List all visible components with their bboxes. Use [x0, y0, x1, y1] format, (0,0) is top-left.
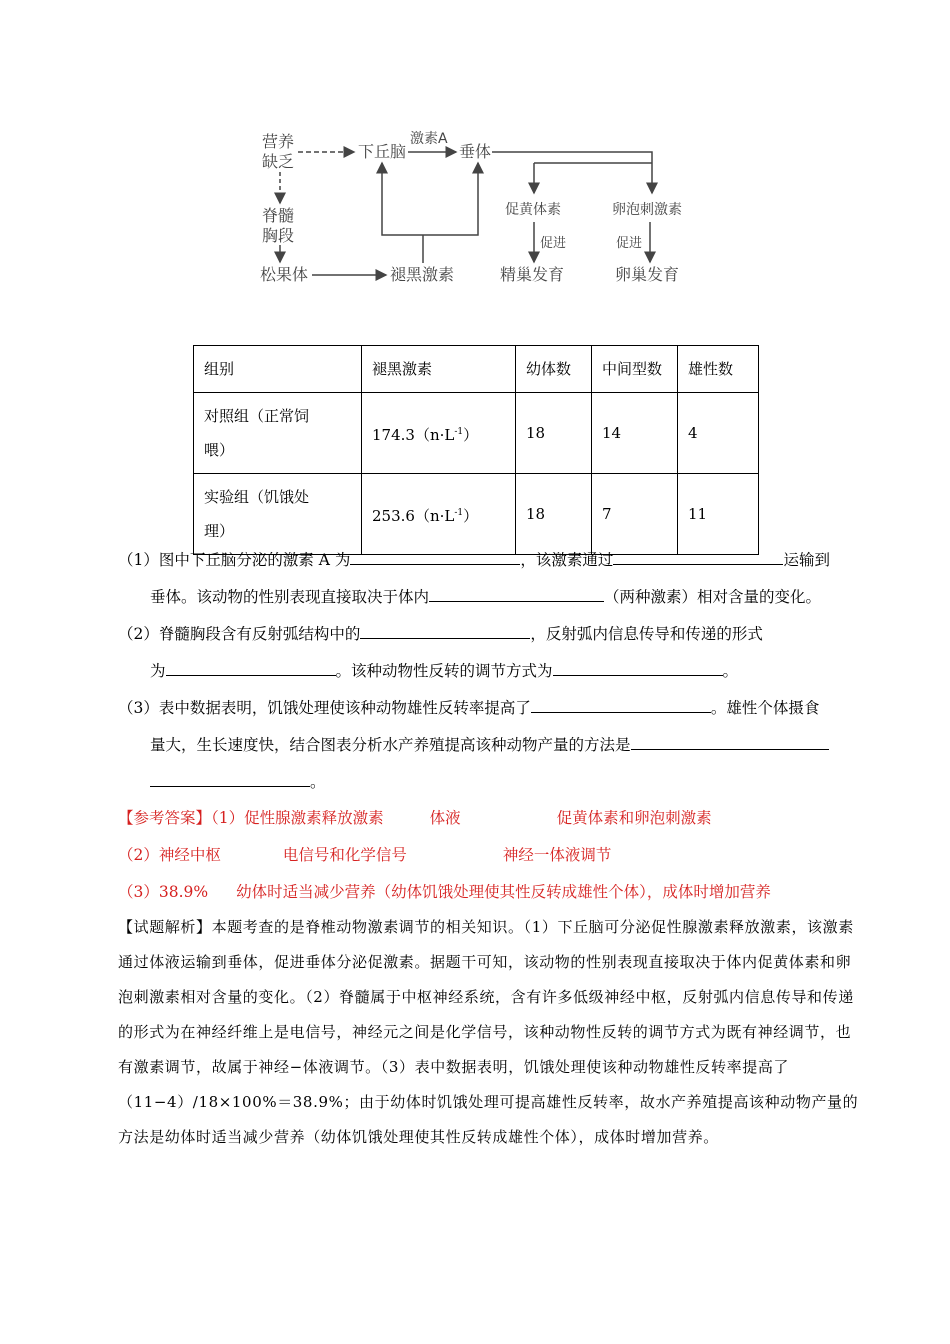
header-intermediate: 中间型数 — [592, 346, 678, 393]
node-melatonin: 褪黑激素 — [390, 265, 455, 284]
experiment-table — [193, 345, 759, 555]
answer-line-1: 【参考答案】（1）促性腺激素释放激素 体液 促黄体素和卵泡刺激素 — [118, 809, 712, 827]
node-lh: 促黄体素 — [505, 202, 561, 218]
header-juvenile: 幼体数 — [516, 346, 592, 393]
node-fsh: 卵泡刺激素 — [612, 202, 682, 218]
node-ovary: 卵巢发育 — [615, 265, 680, 284]
question-1-line-2: 垂体。该动物的性别表现直接取决于体内 （两种激素）相对含量的变化。 — [150, 583, 821, 609]
blank — [631, 731, 829, 750]
blank — [531, 694, 711, 713]
question-2-line-1: （2）脊髓胸段含有反射弧结构中的 ，反射弧内信息传导和传递的形式 — [118, 620, 763, 646]
cell-intermediate: 14 — [592, 393, 678, 474]
answer-line-3: （3）38.9% 幼体时适当减少营养（幼体饥饿处理使其性反转成雄性个体），成体时增加营养 — [118, 883, 771, 901]
question-3-line-2: 量大，生长速度快，结合图表分析水产养殖提高该种动物产量的方法是 — [150, 731, 829, 757]
blank — [613, 546, 783, 565]
cell-juvenile: 18 — [516, 393, 592, 474]
header-group: 组别 — [194, 346, 362, 393]
node-nutrition-1: 营养 — [262, 132, 295, 151]
node-hypothalamus: 下丘脑 — [358, 142, 407, 161]
pituitary-branch — [492, 152, 652, 193]
cell-group: 实验组（饥饿处 理） — [194, 474, 362, 555]
blank — [166, 657, 336, 676]
header-male: 雄性数 — [678, 346, 759, 393]
label-promote-1: 促进 — [540, 236, 567, 251]
cell-melatonin: $174.3(n\cdot L^{-1})$ — [362, 393, 516, 474]
cell-male: 11 — [678, 474, 759, 555]
cell-juvenile: 18 — [516, 474, 592, 555]
node-testis: 精巢发育 — [500, 265, 565, 284]
cell-group: 对照组（正常饲 喂） — [194, 393, 362, 474]
answer-line-2: （2）神经中枢 电信号和化学信号 神经一体液调节 — [118, 846, 612, 864]
label-hormone-a: 激素A — [410, 131, 448, 147]
node-spinal-2: 胸段 — [262, 226, 295, 245]
header-melatonin: 褪黑激素 — [362, 346, 516, 393]
blank — [360, 620, 530, 639]
question-3-line-3: 。 — [150, 768, 326, 794]
question-3-line-1: （3）表中数据表明，饥饿处理使该种动物雄性反转率提高了 。雄性个体摄食 — [118, 694, 819, 720]
question-2-line-2: 为 。该种动物性反转的调节方式为 。 — [150, 657, 738, 683]
table-row — [194, 474, 759, 555]
blank — [429, 583, 604, 602]
cell-intermediate: 7 — [592, 474, 678, 555]
feedback-melatonin-lines — [382, 165, 478, 235]
node-spinal-1: 脊髓 — [262, 206, 295, 225]
table-row — [194, 393, 759, 474]
question-1-line-1: （1）图中下丘脑分泌的激素 A 为 ，该激素通过 运输到 — [118, 546, 830, 572]
blank — [150, 768, 310, 787]
table-header-row — [194, 346, 759, 393]
hormone-regulation-diagram — [250, 125, 700, 295]
label-promote-2: 促进 — [616, 236, 643, 251]
node-pituitary: 垂体 — [459, 142, 492, 161]
node-nutrition-2: 缺乏 — [262, 152, 295, 171]
cell-male: 4 — [678, 393, 759, 474]
explanation: 【试题解析】本题考查的是脊椎动物激素调节的相关知识。（1）下丘脑可分泌促性腺激素释放激素，该激素通过体液运输到垂体，促进垂体分泌促激素。据题干可知，该动物的性别表现直接取决于体内促黄体素和卵泡刺激素相对含量的变化。（2）脊髓属于中枢神经系统，含有许多低级神经中枢，反射弧内信息传导和传递的形式为在神经纤维上是电信号，神经元之间是化学信号，该种动物性反转的调节方式为既有神经调节，也有激素调节，故属于神经−体液调节。（3）表中数据表明，饥饿处理使该种动物雄性反转率提高了（11−4）/18×100%＝38.9%；由于幼体时饥饿处理可提高雄性反转率，故水产养殖提高该种动物产量的方法是幼体时适当减少营养（幼体饥饿处理使其性反转成雄性个体），成体时增加营养。 — [118, 918, 859, 1146]
node-pineal: 松果体 — [260, 265, 309, 284]
blank — [553, 657, 723, 676]
blank — [350, 546, 520, 565]
cell-melatonin: $253.6(n\cdot L^{-1})$ — [362, 474, 516, 555]
